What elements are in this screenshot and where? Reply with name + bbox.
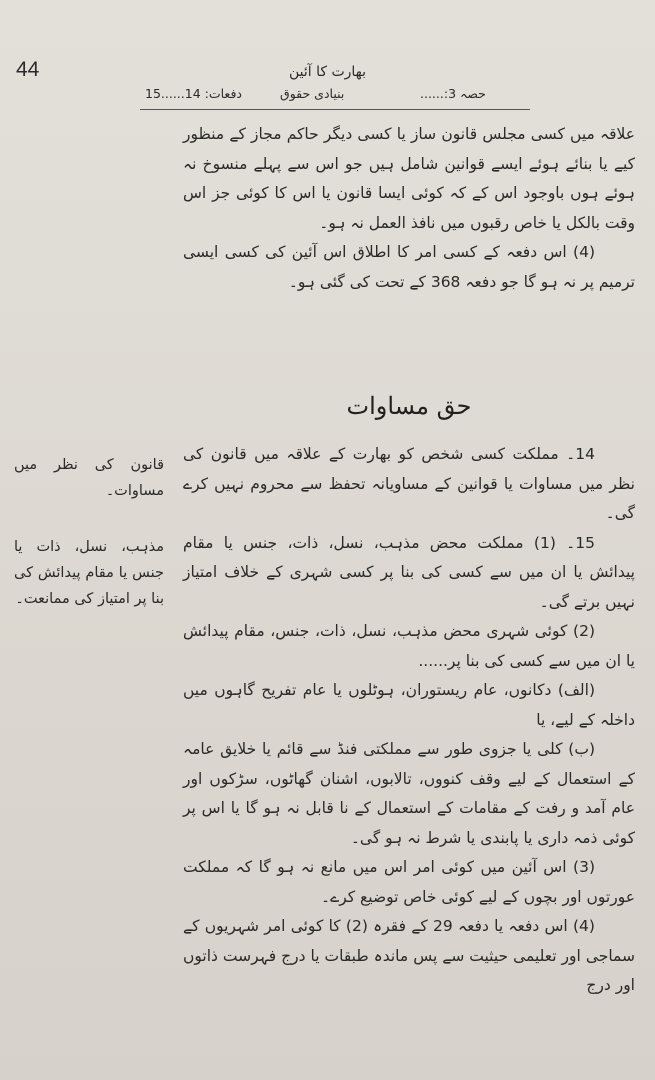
running-sections: دفعات: 14......15 [145,86,242,101]
running-topic: بنیادی حقوق [280,86,345,101]
paragraph: 14۔ مملکت کسی شخص کو بھارت کے علاقہ میں قانون کی نظر میں مساوات یا قوانین کے مساویانہ تحفظ سے محروم نہیں کرے گی۔ [183,445,635,522]
section-heading: حق مساوات [346,392,472,420]
paragraph: (4) اس دفعہ یا دفعہ 29 کے فقرہ (2) کا کوئی امر شہریوں کے سماجی اور تعلیمی حیثیت سے پس ماندہ طبقات یا درج فہرست ذاتوں اور درج [183,917,635,994]
paragraph: (ب) کلی یا جزوی طور سے مملکتی فنڈ سے قائم یا خلایق عامہ کے استعمال کے لیے وقف کنووں، تالابوں، اشنان گھاٹوں، سڑکوں اور عام آمد و رفت کے مقامات کے استعمال کے نا قابل نہ ہو گا یا اس پر کوئی ذمہ داری یا پابندی یا شرط نہ ہو گی۔ [183,740,635,847]
paragraph: (2) کوئی شہری محض مذہب، نسل، ذات، جنس، مقام پیدائش یا ان میں سے کسی کی بنا پر...... [183,622,635,670]
paragraph: (الف) دکانوں، عام ریستوران، ہوٹلوں یا عام تفریح گاہوں میں داخلہ کے لیے، یا [183,681,635,729]
paragraph: (3) اس آئین میں کوئی امر اس میں مانع نہ ہو گا کہ مملکت عورتوں اور بچوں کے لیے کوئی خاص توضیع کرے۔ [183,858,635,906]
paragraph: علاقہ میں کسی مجلس قانون ساز یا کسی دیگر حاکم مجاز کے منظور کیے یا بنائے ہوئے ایسے قوانین شامل ہیں جو اس سے پہلے منسوخ نہ ہوئے ہوں باوجود اس کے کہ کوئی ایسا قانون یا اس کا کوئی جز اس وقت بالکل یا خاص رقبوں میں نافذ العمل نہ ہو۔ [183,125,635,232]
margin-note-text: مذہب، نسل، ذات یا جنس یا مقام پیدائش کی بنا پر امتیاز کی ممانعت۔ [14,539,164,607]
margin-note [14,452,164,504]
top-text [183,120,635,297]
running-title: بھارت کا آئین [288,64,367,80]
paragraph: (4) اس دفعہ کے کسی امر کا اطلاق اس آئین کی کسی ایسی ترمیم پر نہ ہو گا جو دفعہ 368 کے تحت کی گئی ہو۔ [183,243,635,291]
paragraph: 15۔ (1) مملکت محض مذہب، نسل، ذات، جنس یا مقام پیدائش یا ان میں سے کسی کی بنا پر کسی شہری کے خلاف امتیاز نہیں برتے گی۔ [183,533,635,611]
margin-note [14,534,164,612]
page-number: 44 [16,58,40,81]
margin-note-text: قانون کی نظر میں مساوات۔ [14,457,164,499]
running-part: حصہ 3:...... [420,86,486,101]
header-rule [140,109,530,110]
body-text [183,440,635,1001]
